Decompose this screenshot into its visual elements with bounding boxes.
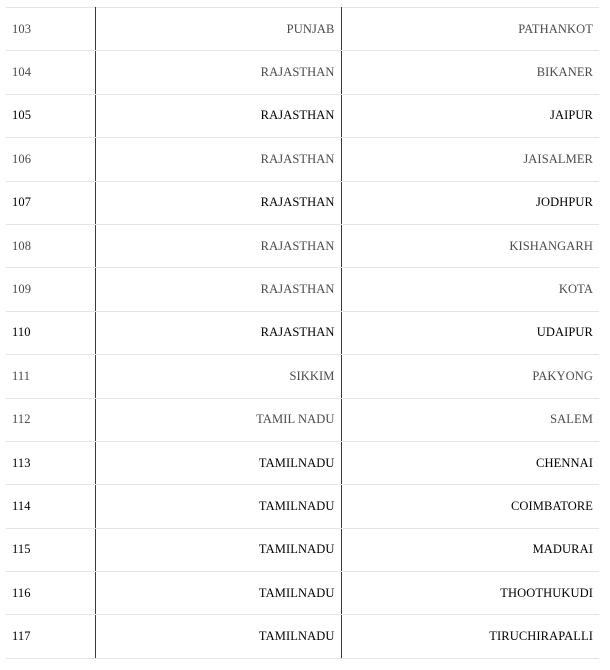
table-row — [6, 268, 599, 311]
table-row — [6, 485, 599, 528]
serial-number-cell: 107 — [6, 181, 95, 224]
document-page — [6, 7, 599, 659]
state-cell: TAMILNADU — [95, 441, 341, 484]
serial-number-cell: 104 — [6, 51, 95, 94]
serial-number-cell: 109 — [6, 268, 95, 311]
table-row — [6, 138, 599, 181]
table-row — [6, 398, 599, 441]
state-cell: RAJASTHAN — [95, 268, 341, 311]
serial-number-cell: 116 — [6, 572, 95, 615]
state-cell: RAJASTHAN — [95, 181, 341, 224]
state-cell: RAJASTHAN — [95, 94, 341, 137]
table-row — [6, 311, 599, 354]
city-cell: SALEM — [341, 398, 599, 441]
city-cell: TIRUCHIRAPALLI — [341, 615, 599, 658]
city-cell: KOTA — [341, 268, 599, 311]
table-row — [6, 8, 599, 51]
state-cell: TAMIL NADU — [95, 398, 341, 441]
state-cell: TAMILNADU — [95, 615, 341, 658]
serial-number-cell: 106 — [6, 138, 95, 181]
serial-number-cell: 105 — [6, 94, 95, 137]
table-row — [6, 528, 599, 571]
serial-number-cell: 117 — [6, 615, 95, 658]
state-cell: RAJASTHAN — [95, 311, 341, 354]
serial-number-cell: 108 — [6, 224, 95, 267]
state-cell: PUNJAB — [95, 8, 341, 51]
state-cell: RAJASTHAN — [95, 224, 341, 267]
city-cell: THOOTHUKUDI — [341, 572, 599, 615]
city-cell: BIKANER — [341, 51, 599, 94]
serial-number-cell: 114 — [6, 485, 95, 528]
city-cell: JAIPUR — [341, 94, 599, 137]
city-cell: JODHPUR — [341, 181, 599, 224]
airport-list-table — [6, 7, 599, 659]
city-cell: CHENNAI — [341, 441, 599, 484]
table-row — [6, 181, 599, 224]
state-cell: TAMILNADU — [95, 528, 341, 571]
serial-number-cell: 112 — [6, 398, 95, 441]
serial-number-cell: 113 — [6, 441, 95, 484]
city-cell: PATHANKOT — [341, 8, 599, 51]
state-cell: SIKKIM — [95, 355, 341, 398]
table-body — [6, 8, 599, 659]
table-row — [6, 51, 599, 94]
table-row — [6, 224, 599, 267]
serial-number-cell: 115 — [6, 528, 95, 571]
serial-number-cell: 103 — [6, 8, 95, 51]
table-row — [6, 615, 599, 658]
table-row — [6, 441, 599, 484]
city-cell: MADURAI — [341, 528, 599, 571]
table-row — [6, 355, 599, 398]
state-cell: TAMILNADU — [95, 572, 341, 615]
city-cell: PAKYONG — [341, 355, 599, 398]
serial-number-cell: 110 — [6, 311, 95, 354]
table-row — [6, 572, 599, 615]
city-cell: JAISALMER — [341, 138, 599, 181]
state-cell: TAMILNADU — [95, 485, 341, 528]
city-cell: KISHANGARH — [341, 224, 599, 267]
city-cell: UDAIPUR — [341, 311, 599, 354]
state-cell: RAJASTHAN — [95, 138, 341, 181]
table-row — [6, 94, 599, 137]
state-cell: RAJASTHAN — [95, 51, 341, 94]
city-cell: COIMBATORE — [341, 485, 599, 528]
serial-number-cell: 111 — [6, 355, 95, 398]
